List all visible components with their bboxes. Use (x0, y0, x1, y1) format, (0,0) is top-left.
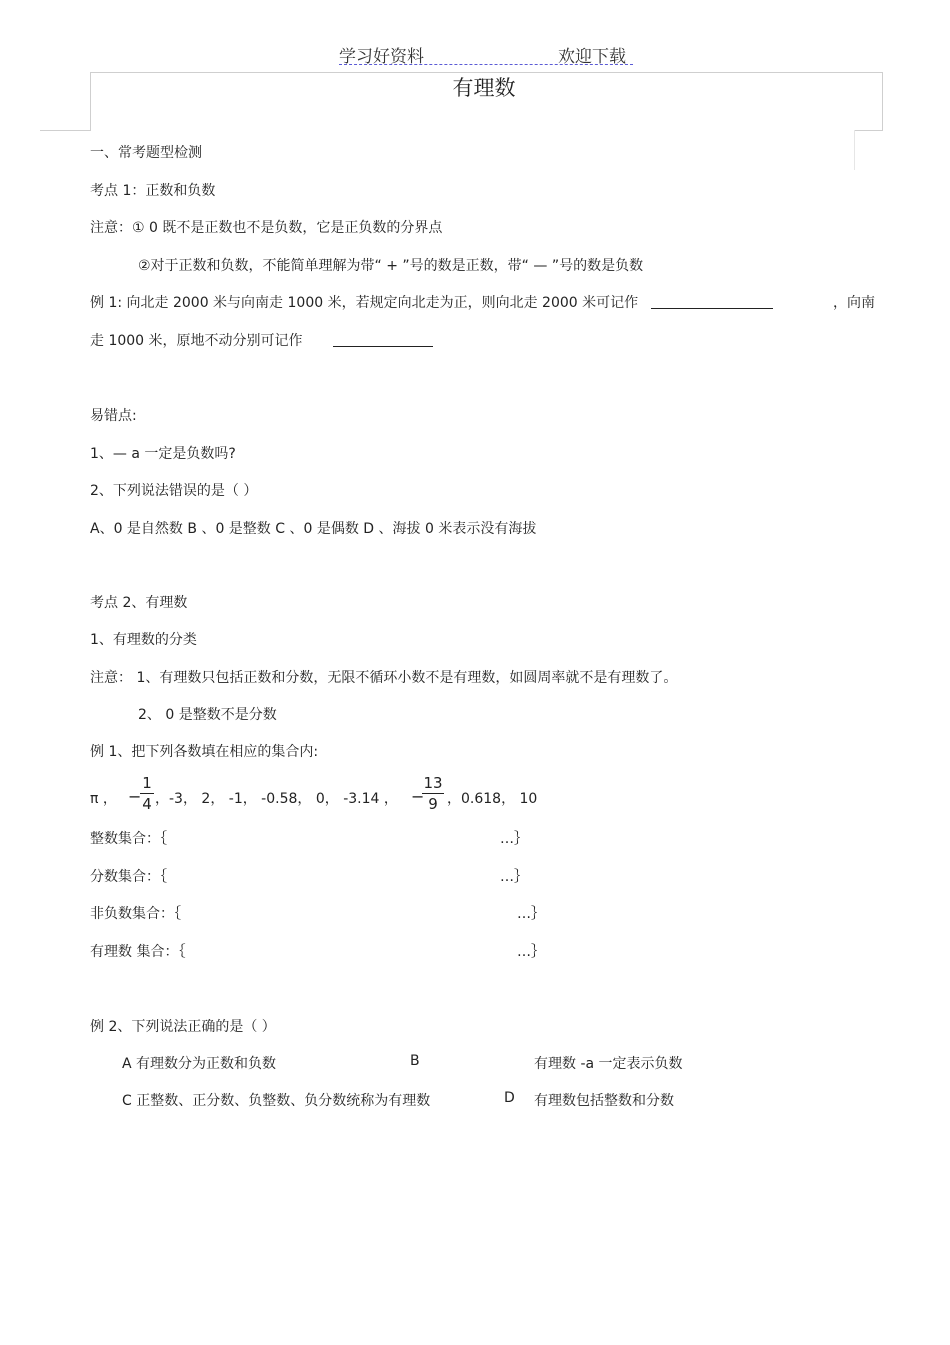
mistake-question-2: 2、下列说法错误的是（ ） (90, 483, 258, 499)
example2-question: 例 2、下列说法正确的是（ ） (90, 1019, 276, 1035)
fraction-2-numerator: 13 (423, 774, 443, 792)
mistake-options: A、0 是自然数 B 、0 是整数 C 、0 是偶数 D 、海拔 0 米表示没有海拔 (90, 521, 537, 537)
answer-blank-1[interactable] (651, 294, 773, 309)
classification-heading: 1、有理数的分类 (90, 632, 197, 648)
example1-text (90, 292, 773, 312)
set-fractions-end: …｝ (500, 869, 528, 885)
example2-option-b: 有理数 -a 一定表示负数 (534, 1056, 683, 1072)
frame-left-foot (40, 130, 91, 131)
fraction-2-sign: − (411, 787, 425, 806)
fraction-1-bar (140, 793, 154, 794)
example2-option-a: A 有理数分为正数和负数 (122, 1056, 277, 1072)
point2-title: 考点 2、有理数 (90, 595, 188, 611)
fraction-2-bar (422, 793, 444, 794)
numbers-part-b: ，-3， 2， -1， -0.58， 0， -3.14 ， (155, 791, 398, 807)
section2-note-2: 2、 0 是整数不是分数 (138, 707, 277, 723)
example2-option-b-letter: B (410, 1053, 420, 1069)
fraction-1-numerator: 1 (142, 774, 152, 792)
set-rational-label: 有理数 集合：｛ (90, 944, 186, 960)
note-line-1: 注意：① 0 既不是正数也不是负数，它是正负数的分界点 (90, 220, 443, 236)
example1-part-c: 走 1000 米，原地不动分别可记作 (90, 333, 303, 349)
answer-blank-2[interactable] (333, 332, 433, 347)
fraction-1 (140, 774, 154, 813)
set-rational-end: …｝ (517, 944, 545, 960)
set-nonnegative-end: …｝ (517, 906, 545, 922)
mistake-question-1: 1、— a 一定是负数吗? (90, 446, 236, 462)
page-title: 有理数 (452, 76, 516, 100)
example1-part-b: ，向南 (833, 295, 875, 311)
fraction-2 (422, 774, 444, 813)
set-fractions-label: 分数集合：｛ (90, 869, 167, 885)
point1-title: 考点 1：正数和负数 (90, 183, 216, 199)
set-integers-label: 整数集合：｛ (90, 831, 167, 847)
header-right: 欢迎下载 (558, 47, 626, 67)
fraction-1-denominator: 4 (142, 795, 152, 813)
example1-continued (90, 330, 433, 350)
example2-option-d-letter: D (504, 1090, 515, 1106)
section2-note-1: 注意： 1、有理数只包括正数和分数，无限不循环小数不是有理数，如圆周率就不是有理数了。 (90, 670, 678, 686)
example2-option-c: C 正整数、正分数、负整数、负分数统称为有理数 (122, 1093, 431, 1109)
mistakes-heading: 易错点: (90, 408, 137, 424)
section-heading: 一、常考题型检测 (90, 145, 202, 161)
example1-part-a: 例 1: 向北走 2000 米与向南走 1000 米，若规定向北走为正，则向北走 2000 米可记作 (90, 295, 639, 311)
frame-right-foot (854, 130, 883, 131)
example1-instruction: 例 1、把下列各数填在相应的集合内: (90, 744, 319, 760)
header-underline (339, 64, 633, 65)
fraction-1-sign: − (128, 787, 142, 806)
frame-right-drop (854, 130, 855, 170)
numbers-part-a: π ， (90, 791, 117, 807)
note-line-2: ②对于正数和负数，不能简单理解为带“ + ”号的数是正数，带“ — ”号的数是负数 (138, 258, 644, 274)
header-left: 学习好资料 (339, 47, 424, 67)
set-nonnegative-label: 非负数集合：｛ (90, 906, 181, 922)
fraction-2-denominator: 9 (428, 795, 438, 813)
example2-option-d: 有理数包括整数和分数 (534, 1093, 674, 1109)
numbers-part-c: ，0.618， 10 (447, 791, 538, 807)
set-integers-end: …｝ (500, 831, 528, 847)
